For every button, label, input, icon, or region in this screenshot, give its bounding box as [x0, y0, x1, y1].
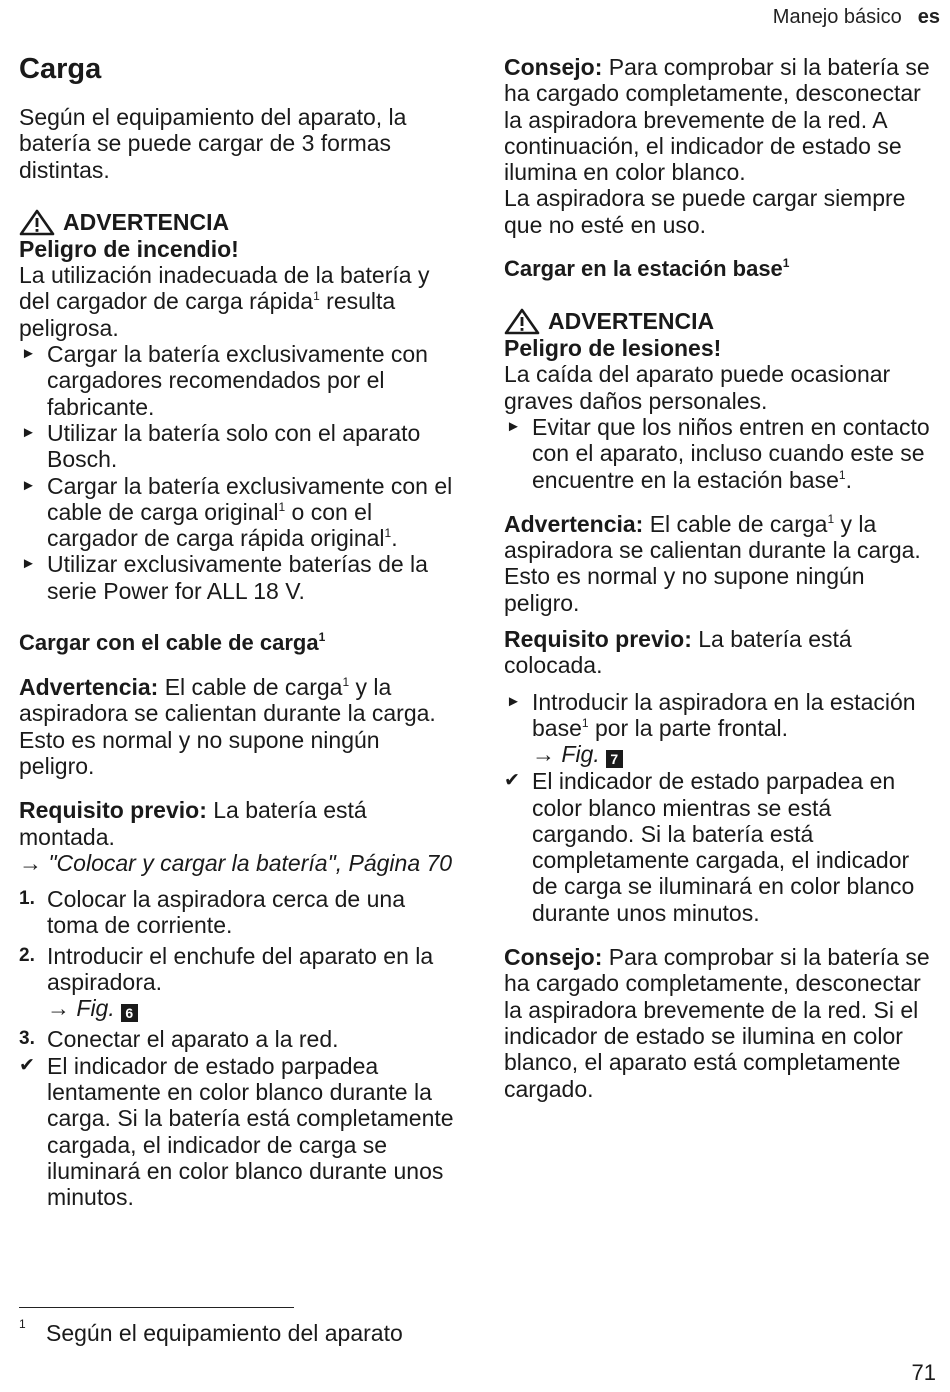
warning-text: La caída del aparato puede ocasionar graves daños personales. — [504, 361, 891, 414]
figure-badge: 7 — [606, 750, 623, 768]
subsection-title: Cargar con el cable de carga$^1$ — [19, 630, 326, 656]
header-lang: es — [917, 6, 940, 28]
warning-label: ADVERTENCIA — [548, 308, 715, 335]
warning-subtitle: Peligro de lesiones! — [504, 335, 722, 362]
footnote-text: Según el equipamiento del aparato — [46, 1320, 403, 1346]
list-item: ► Evitar que los niños entren en contacto con el aparato, incluso cuando este se encuentre en la estación base$^1$. — [506, 413, 930, 493]
warning-triangle-icon — [504, 308, 540, 335]
warning-subtitle: Peligro de incendio! — [19, 235, 239, 262]
cross-reference: → "Colocar y cargar la batería", Página 70 — [19, 849, 453, 876]
injury-warning-block — [504, 308, 934, 493]
footnote-divider — [19, 1307, 294, 1308]
list-item: ► Introducir la aspiradora en la estación base$^1$ por la parte frontal. → Fig. 7 — [506, 688, 916, 768]
bullet-arrow-icon: ► — [506, 417, 521, 435]
footnote-ref: 1 — [782, 256, 790, 271]
bullet-arrow-icon: ► — [21, 345, 36, 363]
advert-text: Advertencia: El cable de carga$^1$ y la aspiradora se calientan durante la carga. Esto es normal y no supone ningún peligro. — [19, 674, 436, 779]
warning-bullets — [504, 414, 934, 493]
list-item: ✔ El indicador de estado parpadea lentamente en color blanco durante la carga. Si la batería está completamente cargada, el indicador de carga se iluminará en color blanco durante unos minutos. — [19, 1052, 454, 1211]
check-icon: ✔ — [504, 770, 520, 792]
fire-warning-block — [19, 209, 459, 604]
footnote-ref: 1 — [827, 511, 835, 526]
check-icon: ✔ — [19, 1054, 35, 1076]
warning-bullets — [19, 341, 459, 604]
bullet-arrow-icon: ► — [506, 692, 521, 710]
requirement-text: Requisito previo: La batería está colocada. — [504, 626, 852, 679]
list-item: 2. Introducir el enchufe del aparato en la aspiradora. → Fig. 6 — [19, 942, 434, 1022]
list-item: ► Cargar la batería exclusivamente con cargadores recomendados por el fabricante. — [21, 341, 428, 420]
right-column — [504, 54, 934, 1102]
advert-text: Advertencia: El cable de carga$^1$ y la aspiradora se calientan durante la carga. Esto es normal y no supone ningún peligro. — [504, 510, 921, 616]
intro-text: Según el equipamiento del aparato, la batería se puede cargar de 3 formas distintas. — [19, 104, 407, 183]
footnote-ref: 1 — [838, 467, 846, 482]
warning-triangle-icon — [19, 209, 55, 236]
warning-text: La utilización inadecuada de la batería y del cargador de carga rápida$^1$ resulta peligrosa. — [19, 262, 430, 341]
tip-text: Consejo: Para comprobar si la batería se ha cargado completamente, desconectar la aspiradora brevemente de la red. Si el indicador de estado se ilumina en color blanco, el aparato está completamente cargado. — [504, 944, 930, 1102]
subsection-title: Cargar en la estación base$^1$ — [504, 256, 790, 282]
bullet-arrow-icon: ► — [21, 423, 36, 441]
footnote-ref: 1 — [581, 715, 589, 730]
footnote-ref: 1 — [384, 526, 392, 541]
tip-extra-text: La aspiradora se puede cargar siempre que no esté en uso. — [504, 185, 906, 238]
list-item: 1. Colocar la aspiradora cerca de una toma de corriente. — [19, 886, 405, 939]
list-item: ► Utilizar exclusivamente baterías de la serie Power for ALL 18 V. — [21, 551, 428, 604]
footnote-ref: 1 — [318, 630, 326, 645]
result-list — [19, 1053, 459, 1211]
list-item: 3. Conectar el aparato a la red. — [19, 1026, 339, 1053]
footnote: 1 Según el equipamiento del aparato — [19, 1317, 403, 1346]
footnote-ref: 1 — [278, 499, 286, 514]
section-title: Carga — [19, 53, 102, 85]
steps-list — [504, 689, 934, 926]
header-section: Manejo básico — [772, 6, 902, 28]
bullet-arrow-icon: ► — [21, 476, 36, 494]
steps-list — [19, 886, 459, 1052]
footnote-ref: 1 — [342, 675, 350, 690]
bullet-arrow-icon: ► — [21, 555, 36, 573]
footnote-ref: 1 — [313, 289, 320, 304]
left-column — [19, 52, 459, 1210]
warning-label: ADVERTENCIA — [63, 209, 230, 236]
tip-text: Consejo: Para comprobar si la batería se ha cargado completamente, desconectar la aspiradora brevemente de la red. A continuación, el indicador de estado se ilumina en color blanco. — [504, 54, 930, 186]
page-header — [773, 6, 940, 29]
figure-badge: 6 — [121, 1004, 138, 1022]
warning-heading — [504, 308, 934, 335]
requirement-text: Requisito previo: La batería está montada. — [19, 797, 367, 850]
page-number: 71 — [911, 1360, 936, 1385]
warning-heading — [19, 209, 459, 236]
list-item: ✔ El indicador de estado parpadea en color blanco mientras se está cargando. Si la batería está completamente cargada, el indicador de carga se iluminará en color blanco durante unos minutos. — [504, 768, 915, 926]
list-item: ► Cargar la batería exclusivamente con el cable de carga original$^1$ o con el cargador de carga rápida original$^1$. — [21, 472, 453, 552]
list-item: ► Utilizar la batería solo con el aparato Bosch. — [21, 419, 421, 473]
